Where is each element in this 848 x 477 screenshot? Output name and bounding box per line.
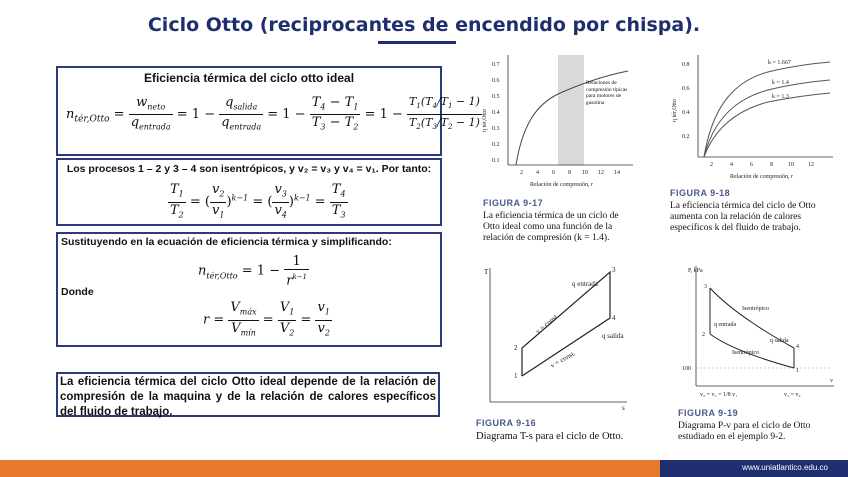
xtick: 12 [598, 170, 604, 176]
k-14-curve [704, 80, 830, 157]
figure-9-19-caption: FIGURA 9-19 Diagrama P-v para el ciclo de Otto estudiado en el ejemplo 9-2. [678, 408, 838, 443]
isentropic-box [56, 158, 442, 226]
slide-title: Ciclo Otto (reciprocantes de encendido por chispa). [147, 14, 701, 36]
point-3: 3 [612, 266, 616, 274]
isentropic-heading: Los procesos 1 – 2 y 3 – 4 son isentrópicos, y v₂ = v₃ y v₄ = v₁. Por tanto: [66, 163, 432, 175]
efficiency-box [56, 66, 480, 156]
xtick: 14 [614, 170, 620, 176]
qsalida-fraction: $\frac{q_{salida}}{q_{entrada}}$ [221, 94, 262, 132]
xtick: 2 [520, 170, 523, 176]
const-v-line-2: v = const. [549, 349, 577, 370]
point-1: 1 [514, 372, 518, 380]
ytick: 0.5 [492, 94, 500, 100]
q-out-label: q salida [602, 332, 624, 340]
figure-9-16-label: FIGURA 9-16 [476, 418, 537, 428]
xtick: 4 [730, 162, 733, 168]
ytick: 0.2 [682, 134, 690, 140]
otto-efficiency-equation: $n_{tér,Otto} = 1$ − $\frac{1}{r^{k-1}}$ [198, 254, 307, 289]
axis-x-label: s [622, 404, 625, 412]
point-4: 4 [796, 344, 799, 350]
figure-9-17-label: FIGURA 9-17 [483, 198, 544, 208]
ytick: 0.6 [682, 86, 690, 92]
figure-9-17-caption: FIGURA 9-17 La eficiencia térmica de un ciclo de Otto ideal como una función de la relación de compresión (k = 1.4). [483, 198, 633, 244]
ytick: 0.2 [492, 142, 500, 148]
ytick: 0.1 [492, 158, 500, 164]
ylabel: η tér,Otto [672, 99, 678, 122]
figure-9-16-diagram [482, 264, 632, 412]
figure-9-18-caption: FIGURA 9-18 La eficiencia térmica del ciclo de Otto aumenta con la relación de calores específicos k del fluido de trabajo. [670, 188, 835, 234]
xtick: 10 [582, 170, 588, 176]
xtick: 4 [536, 170, 539, 176]
compression-ratio-equation: r = $\frac{V_{máx}}{V_{mín}}$ = $\frac{V_1}{V_2}$ = $\frac{v_1}{v_2}$ [203, 300, 330, 338]
pressure-label: 100 [682, 366, 691, 372]
point-2: 2 [514, 344, 518, 352]
xtick: 8 [770, 162, 773, 168]
axis-x-label: v [830, 378, 833, 384]
ytick: 0.8 [682, 62, 690, 68]
figure-9-16-caption: FIGURA 9-16 Diagrama T-s para el ciclo de Otto. [476, 418, 636, 443]
ytick: 0.4 [492, 110, 500, 116]
xtick: 8 [568, 170, 571, 176]
efficiency-equation: $n_{tér,Otto}$ = $\frac{w_{neto}}{q_{entrada}}$ = 1 − $\frac{q_{salida}}{q_{entrada}}$ = 1 − $\frac{T_4 - T_1}{T_3 - T_2}$ = 1 − $\frac{T_1(T_4/T_1 - 1)}{T_2(T_3/T_2 - 1)}$ [66, 94, 482, 135]
k-13-curve [704, 93, 830, 157]
v-label-left: v₂ = v₃ = 1/8 v₁ [700, 392, 738, 398]
donde-label: Donde [61, 286, 94, 298]
ytick: 0.6 [492, 78, 500, 84]
xtick: 12 [808, 162, 814, 168]
q-out-label: q salida [770, 338, 789, 344]
isentropic-equation: $\frac{T_1}{T_2}$ = ( $\frac{v_2}{v_1}$ )$^{k-1}$ = ( $\frac{v_3}{v_4}$ )$^{k-1}$ = $\frac{T_4}{T_3}$ [170, 182, 346, 220]
curve-label: k = 1.667 [768, 60, 791, 66]
xtick: 6 [552, 170, 555, 176]
figure-9-17-chart [478, 52, 638, 194]
gasoline-annotation: Relaciones de compresión típicas para motores de gasolina [586, 80, 628, 106]
substitution-heading: Sustituyendo en la ecuación de eficiencia térmica y simplificando: [61, 236, 392, 248]
substitution-box [56, 232, 442, 347]
xlabel: Relación de compresión, r [530, 182, 593, 188]
xtick: 10 [788, 162, 794, 168]
wneto-fraction: $\frac{w_{neto}}{q_{entrada}}$ [130, 94, 171, 132]
xtick: 2 [710, 162, 713, 168]
xlabel: Relación de compresión, r [730, 174, 793, 180]
figure-9-18-label: FIGURA 9-18 [670, 188, 731, 198]
curve-label: k = 1.4 [772, 80, 789, 86]
q-in-label: q entrada [714, 322, 737, 328]
temperature-fraction: $\frac{T_4 - T_1}{T_3 - T_2}$ [311, 94, 359, 132]
ylabel: η tér,Otto [482, 109, 488, 132]
figure-9-19-diagram [672, 262, 840, 402]
ratio-fraction: $\frac{T_1(T_4/T_1 - 1)}{T_2(T_3/T_2 - 1)}$ [409, 95, 480, 132]
conclusion-box: La eficiencia térmica del ciclo Otto ideal depende de la relación de compresión de la maquina y de la relación de calores específicos del fluido de trabajo. [56, 372, 440, 417]
v-label-right: v₁ = v₄ [784, 392, 801, 398]
ytick: 0.4 [682, 110, 690, 116]
axis-y-label: P, kPa [688, 268, 703, 274]
ytick: 0.7 [492, 62, 500, 68]
k-1667-curve [704, 62, 830, 157]
eta-symbol: $n_{tér,Otto}$ [66, 107, 110, 125]
point-1: 1 [796, 368, 799, 374]
gasoline-range-band [558, 55, 584, 165]
q-in-label: q entrada [572, 280, 598, 288]
isentropic-label-2: Isentrópico [732, 350, 759, 356]
const-v-line-1: v = const. [534, 311, 561, 336]
efficiency-heading: Eficiencia térmica del ciclo otto ideal [143, 71, 355, 85]
ytick: 0.3 [492, 126, 500, 132]
point-3: 3 [704, 284, 707, 290]
axis-y-label: T [484, 268, 489, 276]
footer-url[interactable]: www.uniatlantico.edu.co [742, 463, 828, 472]
footer-orange-bar [0, 460, 660, 477]
point-2: 2 [702, 332, 705, 338]
figure-9-19-label: FIGURA 9-19 [678, 408, 739, 418]
xtick: 6 [750, 162, 753, 168]
curve-label: k = 1.3 [772, 94, 789, 100]
title-underline [378, 41, 456, 44]
point-4: 4 [612, 314, 616, 322]
figure-9-18-chart [668, 52, 838, 182]
isentropic-label-1: Isentrópico [742, 306, 769, 312]
